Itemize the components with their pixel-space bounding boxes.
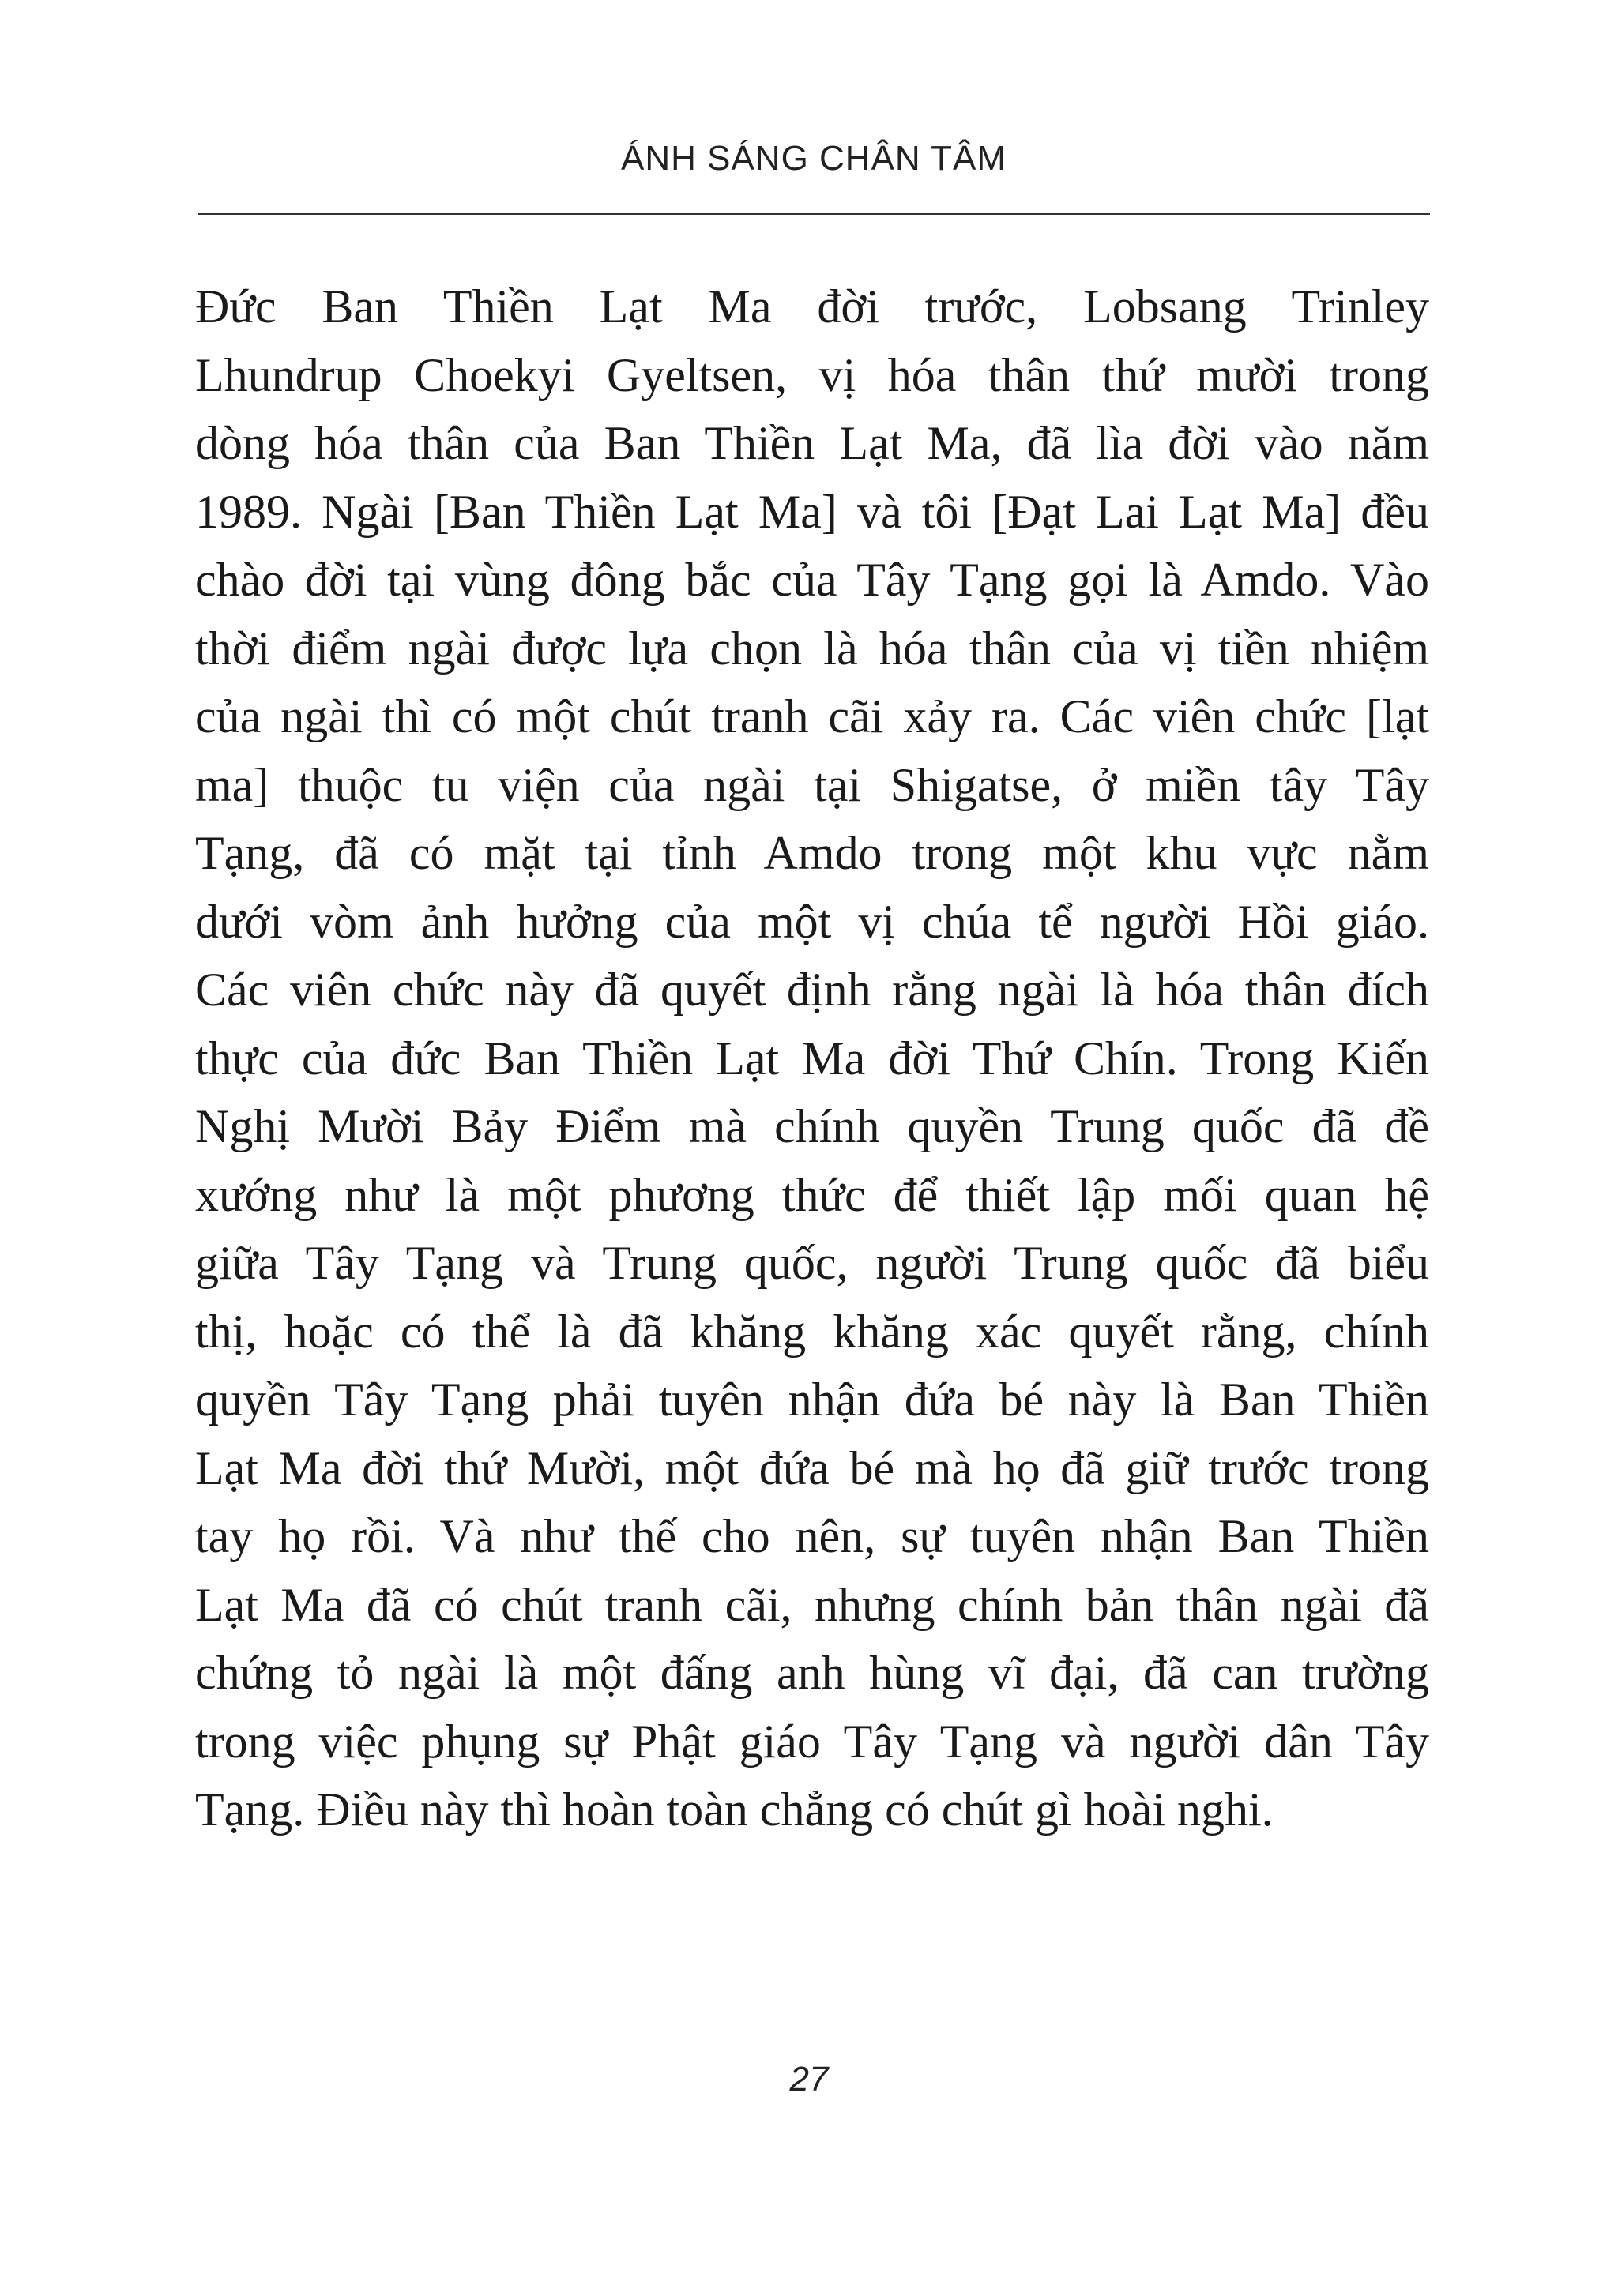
text-line: Tạng. Điều này thì hoàn toàn chẳng có chút gì hoài nghi. (195, 1783, 1274, 1836)
text-line: Lạt Ma đã có chút tranh cãi, nhưng chính bản thân ngài đã (195, 1578, 1429, 1631)
text-line: quyền Tây Tạng phải tuyên nhận đứa bé này là Ban Thiền (195, 1373, 1429, 1426)
text-line: Các viên chức này đã quyết định rằng ngài là hóa thân đích (195, 964, 1429, 1016)
text-line: ma] thuộc tu viện của ngài tại Shigatse, ở miền tây Tây (195, 758, 1429, 811)
running-header: ÁNH SÁNG CHÂN TÂM (620, 139, 1007, 178)
text-line: chứng tỏ ngài là một đấng anh hùng vĩ đại, đã can trường (195, 1647, 1429, 1699)
text-line: Đức Ban Thiền Lạt Ma đời trước, Lobsang Trinley (195, 280, 1429, 333)
text-line: chào đời tại vùng đông bắc của Tây Tạng gọi là Amdo. Vào (195, 554, 1429, 606)
text-line: của ngài thì có một chút tranh cãi xảy ra. Các viên chức [lạt (195, 690, 1429, 742)
text-line: thực của đức Ban Thiền Lạt Ma đời Thứ Chín. Trong Kiến (195, 1032, 1429, 1084)
text-line: giữa Tây Tạng và Trung quốc, người Trung quốc đã biểu (195, 1237, 1429, 1289)
header-rule (198, 213, 1430, 215)
body-paragraph (195, 272, 1429, 1844)
text-line: dòng hóa thân của Ban Thiền Lạt Ma, đã lìa đời vào năm (195, 417, 1429, 469)
text-line: Tạng, đã có mặt tại tỉnh Amdo trong một khu vực nằm (195, 827, 1429, 879)
text-line: Lạt Ma đời thứ Mười, một đứa bé mà họ đã giữ trước trong (195, 1441, 1429, 1494)
text-line: thị, hoặc có thể là đã khăng khăng xác quyết rằng, chính (195, 1305, 1429, 1358)
text-line: Lhundrup Choekyi Gyeltsen, vị hóa thân thứ mười trong (195, 348, 1429, 401)
text-line: thời điểm ngài được lựa chọn là hóa thân của vị tiền nhiệm (195, 622, 1429, 675)
page-number: 27 (789, 2060, 829, 2099)
text-line: 1989. Ngài [Ban Thiền Lạt Ma] và tôi [Đạt Lai Lạt Ma] đều (195, 485, 1429, 538)
text-line: trong việc phụng sự Phật giáo Tây Tạng và người dân Tây (195, 1715, 1429, 1768)
text-line: tay họ rồi. Và như thế cho nên, sự tuyên nhận Ban Thiền (195, 1510, 1429, 1562)
text-line: Nghị Mười Bảy Điểm mà chính quyền Trung quốc đã đề (195, 1100, 1429, 1152)
text-line: xướng như là một phương thức để thiết lập mối quan hệ (195, 1168, 1429, 1221)
text-line: dưới vòm ảnh hưởng của một vị chúa tể người Hồi giáo. (195, 895, 1429, 948)
